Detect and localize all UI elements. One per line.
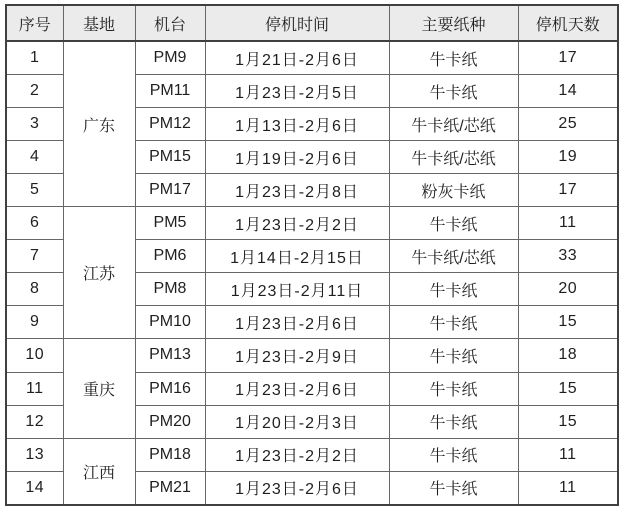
column-header-base: 基地	[63, 5, 135, 41]
column-header-paper: 主要纸种	[389, 5, 518, 41]
cell-period: 1月21日-2月6日	[205, 41, 389, 75]
cell-machine: PM21	[135, 471, 205, 505]
cell-base-group: 重庆	[63, 339, 135, 438]
cell-period: 1月23日-2月2日	[205, 207, 389, 240]
cell-paper: 牛卡纸	[389, 471, 518, 505]
cell-machine: PM18	[135, 438, 205, 471]
cell-period: 1月23日-2月9日	[205, 339, 389, 372]
cell-period: 1月23日-2月2日	[205, 438, 389, 471]
cell-machine: PM5	[135, 207, 205, 240]
cell-seq: 2	[6, 75, 63, 108]
cell-days: 15	[518, 405, 618, 438]
cell-days: 17	[518, 41, 618, 75]
cell-machine: PM11	[135, 75, 205, 108]
cell-machine: PM10	[135, 306, 205, 339]
cell-days: 33	[518, 240, 618, 273]
cell-paper: 牛卡纸	[389, 75, 518, 108]
cell-days: 11	[518, 471, 618, 505]
cell-machine: PM8	[135, 273, 205, 306]
cell-machine: PM17	[135, 174, 205, 207]
cell-days: 25	[518, 108, 618, 141]
cell-seq: 5	[6, 174, 63, 207]
cell-paper: 牛卡纸	[389, 306, 518, 339]
cell-paper: 牛卡纸	[389, 438, 518, 471]
cell-days: 11	[518, 207, 618, 240]
cell-machine: PM16	[135, 372, 205, 405]
cell-machine: PM9	[135, 41, 205, 75]
cell-days: 15	[518, 372, 618, 405]
cell-seq: 1	[6, 41, 63, 75]
cell-machine: PM15	[135, 141, 205, 174]
cell-period: 1月23日-2月6日	[205, 372, 389, 405]
cell-days: 20	[518, 273, 618, 306]
cell-seq: 8	[6, 273, 63, 306]
cell-period: 1月20日-2月3日	[205, 405, 389, 438]
cell-seq: 7	[6, 240, 63, 273]
cell-seq: 6	[6, 207, 63, 240]
cell-period: 1月19日-2月6日	[205, 141, 389, 174]
table-header	[6, 5, 618, 41]
cell-seq: 14	[6, 471, 63, 505]
cell-machine: PM20	[135, 405, 205, 438]
cell-paper: 牛卡纸	[389, 41, 518, 75]
cell-paper: 牛卡纸	[389, 273, 518, 306]
cell-paper: 牛卡纸/芯纸	[389, 141, 518, 174]
cell-paper: 牛卡纸	[389, 207, 518, 240]
table-row	[6, 438, 618, 471]
cell-paper: 牛卡纸	[389, 405, 518, 438]
cell-period: 1月23日-2月11日	[205, 273, 389, 306]
cell-period: 1月23日-2月8日	[205, 174, 389, 207]
cell-period: 1月23日-2月5日	[205, 75, 389, 108]
table-body	[6, 41, 618, 505]
cell-days: 17	[518, 174, 618, 207]
cell-machine: PM6	[135, 240, 205, 273]
cell-paper: 粉灰卡纸	[389, 174, 518, 207]
cell-days: 11	[518, 438, 618, 471]
cell-base-group: 江西	[63, 438, 135, 505]
cell-seq: 10	[6, 339, 63, 372]
cell-seq: 4	[6, 141, 63, 174]
cell-days: 15	[518, 306, 618, 339]
cell-period: 1月23日-2月6日	[205, 471, 389, 505]
cell-base-group: 江苏	[63, 207, 135, 339]
cell-seq: 12	[6, 405, 63, 438]
cell-base-group: 广东	[63, 41, 135, 207]
cell-period: 1月23日-2月6日	[205, 306, 389, 339]
cell-seq: 3	[6, 108, 63, 141]
cell-seq: 9	[6, 306, 63, 339]
column-header-seq: 序号	[6, 5, 63, 41]
cell-machine: PM13	[135, 339, 205, 372]
cell-seq: 11	[6, 372, 63, 405]
table-row	[6, 207, 618, 240]
header-row	[6, 5, 618, 41]
cell-days: 14	[518, 75, 618, 108]
cell-seq: 13	[6, 438, 63, 471]
cell-days: 19	[518, 141, 618, 174]
cell-paper: 牛卡纸	[389, 372, 518, 405]
machine-downtime-table	[5, 4, 619, 506]
cell-period: 1月13日-2月6日	[205, 108, 389, 141]
cell-paper: 牛卡纸/芯纸	[389, 108, 518, 141]
column-header-machine: 机台	[135, 5, 205, 41]
cell-paper: 牛卡纸	[389, 339, 518, 372]
column-header-period: 停机时间	[205, 5, 389, 41]
cell-machine: PM12	[135, 108, 205, 141]
table-row	[6, 41, 618, 75]
cell-days: 18	[518, 339, 618, 372]
cell-period: 1月14日-2月15日	[205, 240, 389, 273]
column-header-days: 停机天数	[518, 5, 618, 41]
table-row	[6, 339, 618, 372]
cell-paper: 牛卡纸/芯纸	[389, 240, 518, 273]
